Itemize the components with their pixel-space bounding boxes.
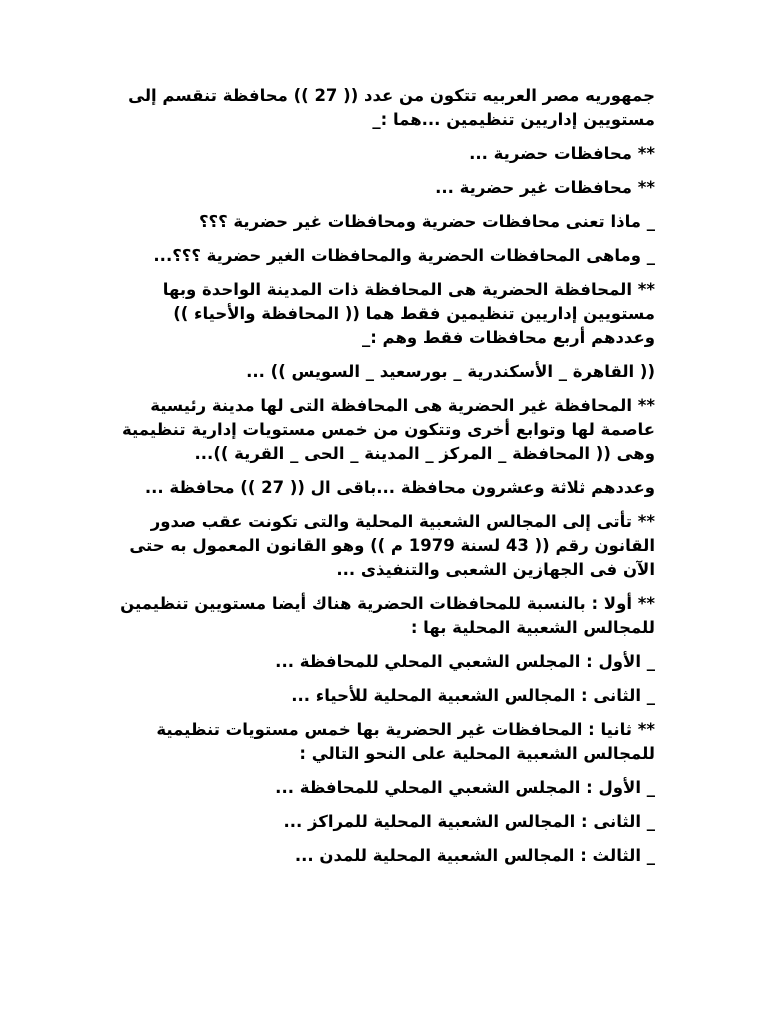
paragraph-question-meaning: _ ماذا تعنى محافظات حضرية ومحافظات غير حضرية ؟؟؟ xyxy=(198,212,655,231)
paragraph-second-level: _ الثانى : المجالس الشعبية المحلية للأحياء ... xyxy=(291,686,655,705)
document-body xyxy=(110,84,655,878)
paragraph-urban-governorates: ** محافظات حضرية ... xyxy=(469,144,655,163)
paragraph-intro: جمهوريه مصر العربيه تتكون من عدد (( 27 )) محافظة تنقسم إلى مستويين إداريين تنظيمين ...هما :_ xyxy=(128,86,655,129)
paragraph-non-urban-first-level: _ الأول : المجلس الشعبي المحلي للمحافظة ... xyxy=(275,778,655,797)
paragraph-non-urban-definition: ** المحافظة غير الحضرية هى المحافظة التى لها مدينة رئيسية عاصمة لها وتوابع أخرى وتتكون من خمس مستويات إدارية تنظيمية وهى (( المحافظة _ المركز _ المدينة _ الحى _ القرية ))... xyxy=(122,396,655,463)
paragraph-first-level: _ الأول : المجلس الشعبي المحلي للمحافظة ... xyxy=(275,652,655,671)
paragraph-first-urban-councils: ** أولا : بالنسبة للمحافظات الحضرية هناك أيضا مستويين تنظيمين للمجالس الشعبية المحلية بها : xyxy=(120,594,655,637)
paragraph-non-urban-second-level: _ الثانى : المجالس الشعبية المحلية للمراكز ... xyxy=(283,812,655,831)
paragraph-non-urban-third-level: _ الثالث : المجالس الشعبية المحلية للمدن ... xyxy=(294,846,655,865)
paragraph-non-urban-count: وعددهم ثلاثة وعشرون محافظة ...باقى ال (( 27 )) محافظة ... xyxy=(144,478,655,497)
paragraph-question-which: _ وماهى المحافظات الحضرية والمحافظات الغير حضرية ؟؟؟... xyxy=(153,246,655,265)
paragraph-non-urban-governorates: ** محافظات غير حضرية ... xyxy=(435,178,655,197)
paragraph-urban-definition: ** المحافظة الحضرية هى المحافظة ذات المدينة الواحدة وبها مستويين إداريين تنظيمين فقط هما (( المحافظة والأحياء )) وعددهم أربع محافظات فقط وهم :_ xyxy=(162,280,655,347)
paragraph-urban-list: (( القاهرة _ الأسكندرية _ بورسعيد _ السويس )) ... xyxy=(246,362,655,381)
paragraph-local-councils-law: ** تأتى إلى المجالس الشعبية المحلية والتى تكونت عقب صدور القانون رقم (( 43 لسنة 1979 م )) وهو القانون المعمول به حتى الآن فى الجهازين الشعبى والتنفيذى ... xyxy=(129,512,655,579)
paragraph-second-non-urban-councils: ** ثانيا : المحافظات غير الحضرية بها خمس مستويات تنظيمية للمجالس الشعبية المحلية على النحو التالي : xyxy=(156,720,655,763)
